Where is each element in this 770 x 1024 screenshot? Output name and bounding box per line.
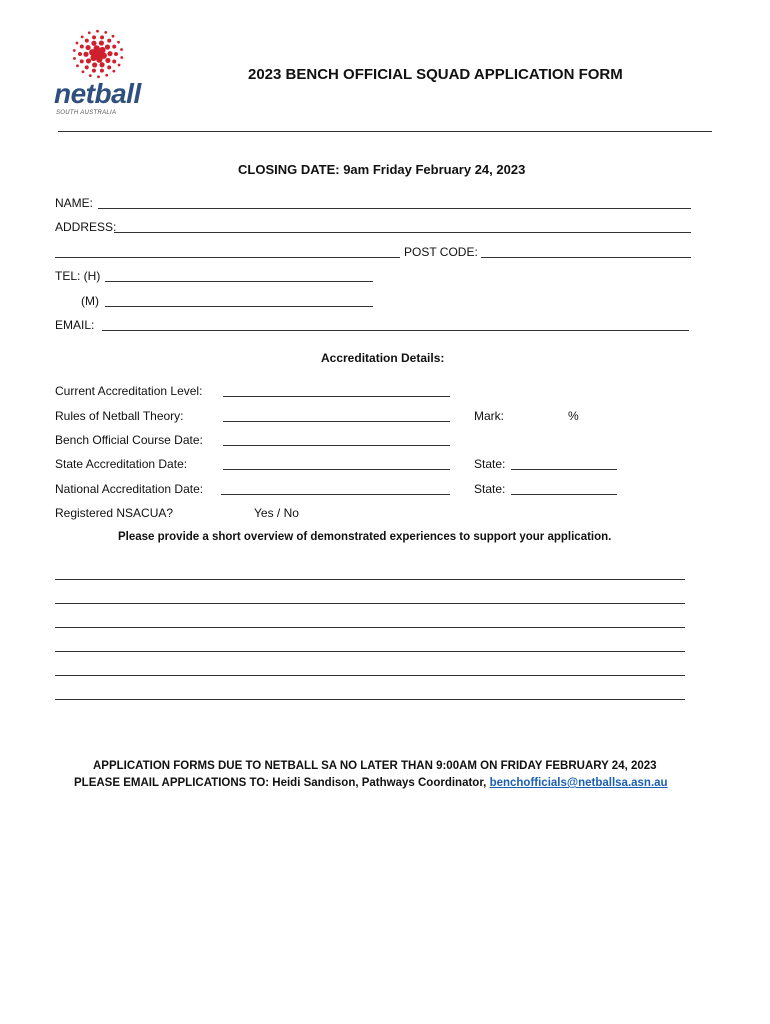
header-divider [58,131,712,132]
netball-dots-icon [50,26,160,86]
tel-mobile-label: (M) [81,294,99,308]
tel-home-field[interactable] [105,281,373,282]
overview-line-2[interactable] [55,603,685,604]
overview-line-1[interactable] [55,579,685,580]
rules-theory-field[interactable] [223,421,450,422]
overview-prompt: Please provide a short overview of demonstrated experiences to support your application. [118,531,612,543]
state-field-2[interactable] [511,494,617,495]
post-code-field[interactable] [481,257,691,258]
email-label: EMAIL: [55,318,95,332]
closing-date: CLOSING DATE: 9am Friday February 24, 2023 [238,162,526,177]
form-title: 2023 BENCH OFFICIAL SQUAD APPLICATION FORM [248,66,623,83]
current-level-label: Current Accreditation Level: [55,384,203,398]
tel-home-label: TEL: (H) [55,269,101,283]
netball-sa-logo [50,26,160,118]
overview-line-3[interactable] [55,627,685,628]
tel-mobile-field[interactable] [105,306,373,307]
overview-line-5[interactable] [55,675,685,676]
state-label-1: State: [474,457,506,471]
registered-label: Registered NSACUA? [55,506,174,520]
name-field[interactable] [98,208,691,209]
address-field-line1[interactable] [114,232,691,233]
address-label: ADDRESS: [55,220,117,234]
post-code-label: POST CODE: [404,245,478,259]
rules-theory-label: Rules of Netball Theory: [55,409,184,423]
email-link[interactable]: benchofficials@netballsa.asn.au [489,777,668,789]
logo-wordmark: netball [54,78,141,109]
national-date-field[interactable] [221,494,450,495]
course-date-field[interactable] [223,445,450,446]
address-field-line2[interactable] [55,257,400,258]
state-label-2: State: [474,482,506,496]
national-date-label: National Accreditation Date: [55,482,204,496]
email-notice-text: PLEASE EMAIL APPLICATIONS TO: Heidi Sandison, Pathways Coordinator, [74,777,487,789]
logo-subtitle: SOUTH AUSTRALIA [56,110,117,116]
overview-line-6[interactable] [55,699,685,700]
mark-label: Mark: [474,409,504,423]
state-date-field[interactable] [223,469,450,470]
email-notice [74,777,668,789]
current-level-field[interactable] [223,396,450,397]
name-label: NAME: [55,196,94,210]
email-field[interactable] [102,330,689,331]
course-date-label: Bench Official Course Date: [55,433,203,447]
state-field-1[interactable] [511,469,617,470]
overview-line-4[interactable] [55,651,685,652]
percent-symbol: % [568,409,579,423]
yes-no-option[interactable]: Yes / No [254,506,299,520]
accreditation-heading: Accreditation Details: [321,351,445,365]
due-notice: APPLICATION FORMS DUE TO NETBALL SA NO LATER THAN 9:00AM ON FRIDAY FEBRUARY 24, 2023 [93,760,657,772]
state-date-label: State Accreditation Date: [55,457,188,471]
